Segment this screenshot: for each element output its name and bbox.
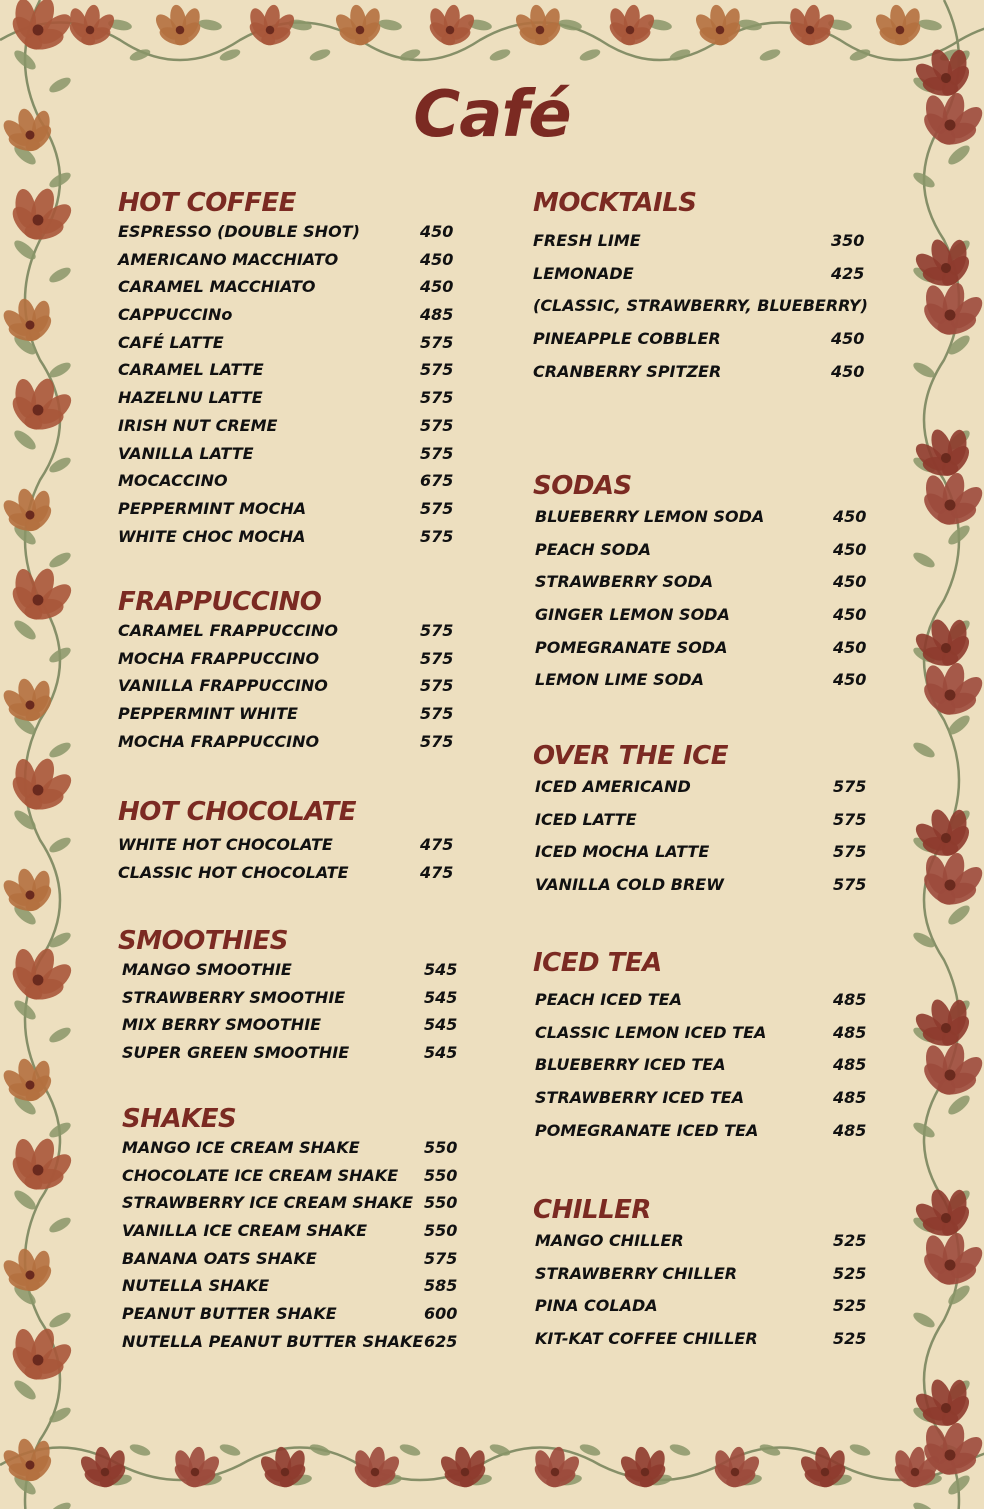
item-price: 545 — [424, 987, 458, 1007]
menu-item — [533, 225, 868, 258]
section-title: OVER THE ICE — [533, 741, 728, 771]
item-price: 585 — [424, 1276, 458, 1296]
menu-item — [122, 1011, 458, 1039]
item-name: POMEGRANATE SODA — [535, 637, 728, 657]
item-price: 575 — [420, 498, 454, 518]
menu-item — [122, 1272, 458, 1300]
section-title: FRAPPUCCINO — [118, 587, 322, 617]
menu-item — [118, 859, 454, 887]
menu-item — [118, 467, 454, 495]
item-price: 485 — [833, 1120, 867, 1140]
item-price: 550 — [424, 1165, 458, 1185]
menu-item — [533, 356, 868, 389]
menu-item — [122, 1217, 458, 1245]
item-name: CARAMEL FRAPPUCCINO — [118, 621, 338, 640]
menu-item — [535, 804, 867, 837]
item-price: 545 — [424, 1015, 458, 1035]
menu-item — [118, 700, 454, 728]
section-title: MOCKTAILS — [533, 188, 697, 218]
item-name: CARAMEL LATTE — [118, 360, 264, 380]
item-name: PEPPERMINT MOCHA — [118, 498, 307, 518]
item-name: KIT-KAT COFFEE CHILLER — [535, 1329, 758, 1349]
item-price: 575 — [420, 360, 454, 380]
section-hot-coffee — [118, 188, 454, 550]
menu-item — [535, 1323, 867, 1356]
item-name: HAZELNU LATTE — [118, 388, 263, 408]
menu-item — [535, 1290, 867, 1323]
section-title: CHILLER — [533, 1195, 651, 1225]
menu-item — [118, 645, 454, 673]
menu-item — [535, 599, 867, 632]
menu-item — [122, 984, 458, 1012]
menu-item — [535, 1049, 867, 1082]
item-price: 575 — [420, 443, 454, 463]
item-price: 450 — [833, 539, 867, 559]
section-title: SHAKES — [122, 1104, 237, 1134]
menu-item — [118, 523, 454, 551]
menu-item — [118, 246, 454, 274]
item-price: 475 — [420, 862, 454, 882]
menu-item — [118, 273, 454, 301]
menu-item — [118, 356, 454, 384]
section-shakes — [122, 1104, 458, 1356]
item-price: 550 — [424, 1193, 458, 1213]
item-price: 485 — [833, 1088, 867, 1108]
item-price: 450 — [831, 361, 865, 381]
item-name: BLUEBERRY LEMON SODA — [535, 507, 765, 526]
item-price: 575 — [420, 388, 454, 408]
item-price: 545 — [424, 960, 458, 979]
item-price: 450 — [833, 572, 867, 592]
item-name: MANGO SMOOTHIE — [122, 960, 292, 979]
item-price: 450 — [420, 277, 454, 297]
item-price: 350 — [831, 231, 865, 250]
item-name: CARAMEL MACCHIATO — [118, 277, 316, 297]
menu-item — [118, 672, 454, 700]
item-price: 525 — [833, 1231, 867, 1250]
item-name: (CLASSIC, STRAWBERRY, BLUEBERRY) — [533, 296, 868, 316]
section-chiller — [533, 1195, 867, 1356]
item-price: 575 — [420, 648, 454, 668]
item-name: BANANA OATS SHAKE — [122, 1248, 317, 1268]
menu-item — [535, 534, 867, 567]
item-name: PEACH SODA — [535, 539, 652, 559]
menu-item — [535, 869, 867, 902]
item-price: 625 — [424, 1331, 458, 1351]
menu-item — [533, 258, 868, 291]
page-title: Café — [413, 78, 571, 152]
item-price: 525 — [833, 1263, 867, 1283]
item-name: VANILLA ICE CREAM SHAKE — [122, 1221, 368, 1241]
item-name: STRAWBERRY ICE CREAM SHAKE — [122, 1193, 414, 1213]
item-name: BLUEBERRY ICED TEA — [535, 1055, 726, 1075]
item-name: STRAWBERRY SMOOTHIE — [122, 987, 346, 1007]
item-price: 675 — [420, 471, 454, 491]
item-price: 575 — [833, 809, 867, 829]
item-name: PINEAPPLE COBBLER — [533, 329, 721, 349]
item-price: 550 — [424, 1221, 458, 1241]
section-mocktails — [533, 188, 868, 388]
item-name: STRAWBERRY CHILLER — [535, 1263, 738, 1283]
menu-item — [122, 1134, 458, 1162]
section-over-the-ice — [533, 741, 867, 902]
item-name: MOCACCINO — [118, 471, 228, 491]
item-price: 550 — [424, 1138, 458, 1157]
item-name: NUTELLA SHAKE — [122, 1276, 270, 1296]
section-sodas — [533, 471, 867, 697]
menu-item — [118, 831, 454, 859]
menu-item — [535, 1017, 867, 1050]
item-name: ICED AMERICAND — [535, 777, 691, 796]
item-name: ICED MOCHA LATTE — [535, 842, 710, 862]
item-name: CLASSIC HOT CHOCOLATE — [118, 862, 349, 882]
item-price: 600 — [424, 1304, 458, 1324]
item-price: 425 — [831, 263, 865, 283]
item-price: 575 — [420, 676, 454, 696]
item-price: 575 — [833, 777, 867, 796]
menu-item — [535, 566, 867, 599]
item-price: 575 — [420, 526, 454, 546]
menu-item — [118, 218, 454, 246]
menu-item — [122, 1300, 458, 1328]
menu-item — [118, 301, 454, 329]
section-title: SMOOTHIES — [118, 926, 288, 956]
item-name: SUPER GREEN SMOOTHIE — [122, 1043, 350, 1063]
item-name: MANGO ICE CREAM SHAKE — [122, 1138, 360, 1157]
item-name: WHITE HOT CHOCOLATE — [118, 835, 333, 854]
menu-item — [535, 632, 867, 665]
item-name: ESPRESSO (DOUBLE SHOT) — [118, 222, 360, 241]
section-hot-chocolate — [118, 797, 454, 886]
item-price: 575 — [420, 621, 454, 640]
menu-item — [535, 501, 867, 534]
item-name: CAFÉ LATTE — [118, 332, 224, 352]
menu-item — [118, 440, 454, 468]
menu-item — [535, 1258, 867, 1291]
item-price: 575 — [424, 1248, 458, 1268]
section-title: ICED TEA — [533, 948, 662, 978]
item-name: FRESH LIME — [533, 231, 641, 250]
item-price: 450 — [420, 249, 454, 269]
item-price: 545 — [424, 1043, 458, 1063]
item-price: 525 — [833, 1296, 867, 1316]
menu-item — [533, 323, 868, 356]
menu-item — [122, 956, 458, 984]
item-name: MIX BERRY SMOOTHIE — [122, 1015, 322, 1035]
item-price: 450 — [833, 670, 867, 690]
section-title: HOT COFFEE — [118, 188, 296, 218]
item-price: 485 — [833, 1022, 867, 1042]
item-name: ICED LATTE — [535, 809, 637, 829]
item-name: GINGER LEMON SODA — [535, 605, 730, 625]
item-name: PINA COLADA — [535, 1296, 658, 1316]
menu-item — [122, 1328, 458, 1356]
section-frappuccino — [118, 587, 454, 755]
item-price: 450 — [831, 329, 865, 349]
menu-item — [122, 1189, 458, 1217]
item-price: 485 — [833, 1055, 867, 1075]
item-price: 575 — [833, 842, 867, 862]
item-name: PEPPERMINT WHITE — [118, 704, 298, 724]
item-price: 485 — [420, 305, 454, 325]
item-name: LEMONADE — [533, 263, 634, 283]
menu-item — [118, 728, 454, 756]
menu-item — [533, 290, 868, 323]
item-price: 575 — [420, 415, 454, 435]
menu-item — [535, 984, 867, 1017]
item-name: CLASSIC LEMON ICED TEA — [535, 1022, 767, 1042]
menu-item — [535, 771, 867, 804]
item-name: PEANUT BUTTER SHAKE — [122, 1304, 337, 1324]
item-name: WHITE CHOC MOCHA — [118, 526, 306, 546]
item-name: STRAWBERRY SODA — [535, 572, 714, 592]
item-name: CHOCOLATE ICE CREAM SHAKE — [122, 1165, 399, 1185]
item-name: VANILLA FRAPPUCCINO — [118, 676, 328, 696]
item-price: 575 — [420, 731, 454, 751]
menu-item — [118, 495, 454, 523]
item-name: MANGO CHILLER — [535, 1231, 684, 1250]
item-name: VANILLA LATTE — [118, 443, 254, 463]
item-price: 525 — [833, 1329, 867, 1349]
section-title: HOT CHOCOLATE — [118, 797, 356, 827]
item-price: 485 — [833, 990, 867, 1009]
menu-item — [118, 329, 454, 357]
item-name: MOCHA FRAPPUCCINO — [118, 731, 320, 751]
menu-item — [535, 1082, 867, 1115]
menu-item — [118, 617, 454, 645]
section-title: SODAS — [533, 471, 632, 501]
item-price: 450 — [833, 507, 867, 526]
item-name: STRAWBERRY ICED TEA — [535, 1088, 745, 1108]
menu-item — [535, 836, 867, 869]
menu-item — [122, 1039, 458, 1067]
menu-item — [122, 1162, 458, 1190]
item-name: IRISH NUT CREME — [118, 415, 278, 435]
menu-item — [535, 1115, 867, 1148]
menu-item — [122, 1245, 458, 1273]
item-name: CAPPUCCINo — [118, 305, 233, 325]
item-price: 575 — [833, 875, 867, 895]
item-price: 450 — [833, 605, 867, 625]
menu-item — [535, 664, 867, 697]
section-smoothies — [118, 926, 458, 1067]
item-price: 450 — [420, 222, 454, 241]
menu-item — [118, 412, 454, 440]
item-price: 475 — [420, 835, 454, 854]
item-name: NUTELLA PEANUT BUTTER SHAKE — [122, 1331, 424, 1351]
item-name: LEMON LIME SODA — [535, 670, 704, 690]
item-name: POMEGRANATE ICED TEA — [535, 1120, 759, 1140]
item-name: VANILLA COLD BREW — [535, 875, 724, 895]
item-name: AMERICANO MACCHIATO — [118, 249, 339, 269]
item-name: PEACH ICED TEA — [535, 990, 682, 1009]
item-name: CRANBERRY SPITZER — [533, 361, 722, 381]
menu-item — [118, 384, 454, 412]
menu-item — [535, 1225, 867, 1258]
item-price: 575 — [420, 332, 454, 352]
item-price: 450 — [833, 637, 867, 657]
item-name: MOCHA FRAPPUCCINO — [118, 648, 320, 668]
item-price: 575 — [420, 704, 454, 724]
section-iced-tea — [533, 948, 867, 1147]
